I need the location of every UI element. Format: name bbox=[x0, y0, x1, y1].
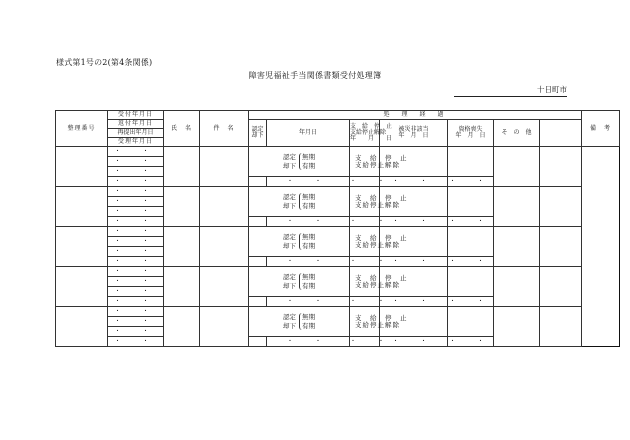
term-bracket bbox=[299, 153, 315, 169]
shikaku-cell[interactable] bbox=[448, 187, 494, 217]
matter-cell[interactable] bbox=[200, 147, 249, 187]
decision-blank bbox=[249, 297, 267, 307]
shikyu-cell[interactable] bbox=[350, 227, 408, 257]
number-cell[interactable] bbox=[56, 267, 108, 307]
date-cell[interactable]: ・ ・ bbox=[108, 217, 164, 227]
number-cell[interactable] bbox=[56, 227, 108, 267]
header-date-received: 受付年月日 bbox=[108, 111, 164, 120]
kettei-label bbox=[283, 153, 296, 169]
date-cell[interactable]: ・ ・ bbox=[108, 297, 164, 307]
kettei-1: 認定 bbox=[283, 273, 296, 282]
kettei-1: 認定 bbox=[283, 153, 296, 162]
header-shikaku bbox=[448, 120, 494, 147]
header-date-returned: 返付年月日 bbox=[108, 120, 164, 129]
decision-blank bbox=[249, 177, 267, 187]
shikaku-cell[interactable] bbox=[448, 267, 494, 297]
term-bracket bbox=[299, 193, 315, 209]
hisai-date[interactable]: ・ ・ bbox=[380, 297, 448, 307]
header-kettei-1: 認定 bbox=[251, 126, 264, 133]
date-cell[interactable]: ・ ・ bbox=[108, 227, 164, 237]
kettei-2: 却下 bbox=[283, 161, 296, 170]
register-table bbox=[55, 110, 620, 347]
other-cell[interactable] bbox=[494, 267, 540, 307]
term-2: 有期 bbox=[302, 161, 315, 170]
term-1: 無期 bbox=[302, 313, 315, 322]
term-1: 無期 bbox=[302, 153, 315, 162]
date-cell[interactable]: ・ ・ bbox=[108, 167, 164, 177]
date-cell[interactable]: ・ ・ bbox=[108, 287, 164, 297]
name-cell[interactable] bbox=[164, 147, 200, 187]
kettei-label bbox=[283, 313, 296, 329]
hisai-date[interactable]: ・ ・ bbox=[380, 257, 448, 267]
header-date-accepted: 受理年月日 bbox=[108, 138, 164, 147]
shikyu-2: 支給停止解除 bbox=[355, 280, 400, 289]
header-kettei bbox=[249, 120, 267, 147]
shikaku-cell[interactable] bbox=[448, 227, 494, 257]
decision-blank bbox=[249, 217, 267, 227]
header-remarks: 備 考 bbox=[582, 111, 620, 147]
shikyu-2: 支給停止解除 bbox=[355, 320, 400, 329]
term-1: 無期 bbox=[302, 193, 315, 202]
decision-date[interactable]: ・ ・ bbox=[267, 337, 350, 347]
term-2: 有期 bbox=[302, 321, 315, 330]
decision-cell[interactable] bbox=[249, 187, 350, 217]
number-cell[interactable] bbox=[56, 307, 108, 347]
header-name: 氏 名 bbox=[164, 111, 200, 147]
shikaku-cell[interactable] bbox=[448, 147, 494, 177]
remarks-cell[interactable] bbox=[540, 187, 582, 227]
hisai-date[interactable]: ・ ・ bbox=[380, 217, 448, 227]
kettei-1: 認定 bbox=[283, 233, 296, 242]
other-cell[interactable] bbox=[494, 307, 540, 347]
decision-blank bbox=[249, 337, 267, 347]
date-cell[interactable]: ・ ・ bbox=[108, 147, 164, 157]
name-cell[interactable] bbox=[164, 187, 200, 227]
header-shikyu-2: 支給停止解除 bbox=[350, 129, 387, 136]
header-nengappi: 年月日 bbox=[267, 120, 350, 147]
kettei-label bbox=[283, 233, 296, 249]
decision-cell[interactable] bbox=[249, 267, 350, 297]
decision-cell[interactable] bbox=[249, 307, 350, 337]
decision-date[interactable]: ・ ・ bbox=[267, 257, 350, 267]
header-matter: 件 名 bbox=[200, 111, 249, 147]
decision-date[interactable]: ・ ・ bbox=[267, 297, 350, 307]
header-shikyu-3: 年 月 日 bbox=[350, 135, 393, 142]
date-cell[interactable]: ・ ・ bbox=[108, 307, 164, 317]
matter-cell[interactable] bbox=[200, 187, 249, 227]
shikaku-cell[interactable] bbox=[448, 307, 494, 337]
table-row bbox=[56, 307, 620, 317]
decision-blank bbox=[249, 257, 267, 267]
shikyu-1: 支 給 停 止 bbox=[355, 154, 408, 162]
shikyu-cell[interactable] bbox=[350, 147, 408, 177]
remarks-cell[interactable] bbox=[540, 227, 582, 267]
kettei-2: 却下 bbox=[283, 201, 296, 210]
shikaku-date[interactable]: ・ ・ bbox=[449, 297, 492, 305]
shikaku-date[interactable]: ・ ・ bbox=[449, 257, 492, 265]
kettei-label bbox=[283, 273, 296, 289]
shikyu-date[interactable]: ・ ・ bbox=[350, 257, 393, 265]
term-2: 有期 bbox=[302, 241, 315, 250]
number-cell[interactable] bbox=[56, 147, 108, 187]
header-shikyu bbox=[350, 120, 393, 147]
date-cell[interactable]: ・ ・ bbox=[108, 247, 164, 257]
table-row bbox=[56, 227, 620, 237]
header-number: 整理番号 bbox=[56, 111, 108, 147]
header-hisai-2: 年 月 日 bbox=[398, 132, 429, 139]
decision-date[interactable]: ・ ・ bbox=[267, 217, 350, 227]
decision-cell[interactable] bbox=[249, 227, 350, 257]
date-cell[interactable]: ・ ・ bbox=[108, 237, 164, 247]
shikyu-2: 支給停止解除 bbox=[355, 200, 400, 209]
date-cell[interactable]: ・ ・ bbox=[108, 197, 164, 207]
shikyu-2: 支給停止解除 bbox=[355, 240, 400, 249]
date-cell[interactable]: ・ ・ bbox=[108, 267, 164, 277]
kettei-2: 却下 bbox=[283, 241, 296, 250]
term-bracket bbox=[299, 313, 315, 329]
term-bracket bbox=[299, 273, 315, 289]
table-row bbox=[56, 187, 620, 197]
shikyu-date[interactable]: ・ ・ bbox=[350, 297, 393, 305]
shikyu-1: 支 給 停 止 bbox=[355, 274, 408, 282]
table-row bbox=[56, 267, 620, 277]
term-1: 無期 bbox=[302, 273, 315, 282]
date-cell[interactable]: ・ ・ bbox=[108, 327, 164, 337]
shikyu-date[interactable]: ・ ・ bbox=[350, 337, 393, 345]
header-shikaku-1: 資格喪失 bbox=[458, 126, 483, 133]
matter-cell[interactable] bbox=[200, 227, 249, 267]
date-cell[interactable]: ・ ・ bbox=[108, 317, 164, 327]
shikyu-date[interactable]: ・ ・ bbox=[350, 177, 393, 185]
other-cell[interactable] bbox=[494, 147, 540, 187]
hisai-date[interactable]: ・ ・ bbox=[380, 337, 448, 347]
matter-cell[interactable] bbox=[200, 307, 249, 347]
decision-cell[interactable] bbox=[249, 147, 350, 177]
matter-cell[interactable] bbox=[200, 267, 249, 307]
form-label: 様式第1号の2(第4条関係) bbox=[56, 58, 153, 67]
kettei-2: 却下 bbox=[283, 321, 296, 330]
date-cell[interactable]: ・ ・ bbox=[108, 337, 164, 347]
other-cell[interactable] bbox=[494, 187, 540, 227]
kettei-label bbox=[283, 193, 296, 209]
shikaku-date[interactable]: ・ ・ bbox=[449, 217, 492, 225]
shikyu-2: 支給停止解除 bbox=[355, 160, 400, 169]
number-cell[interactable] bbox=[56, 187, 108, 227]
header-shikaku-2: 年 月 日 bbox=[455, 132, 486, 139]
date-cell[interactable]: ・ ・ bbox=[108, 157, 164, 167]
hisai-date[interactable]: ・ ・ bbox=[380, 177, 448, 187]
date-cell[interactable]: ・ ・ bbox=[108, 187, 164, 197]
header-other: そ の 他 bbox=[494, 120, 540, 147]
shikaku-date[interactable]: ・ ・ bbox=[449, 337, 492, 345]
shikyu-date[interactable]: ・ ・ bbox=[350, 217, 393, 225]
decision-date[interactable]: ・ ・ bbox=[267, 177, 350, 187]
date-cell[interactable]: ・ ・ bbox=[108, 177, 164, 187]
other-cell[interactable] bbox=[494, 227, 540, 267]
shikyu-cell[interactable] bbox=[350, 267, 408, 297]
date-cell[interactable]: ・ ・ bbox=[108, 277, 164, 287]
kettei-1: 認定 bbox=[283, 313, 296, 322]
shikyu-1: 支 給 停 止 bbox=[355, 194, 408, 202]
remarks-cell[interactable] bbox=[540, 147, 582, 187]
name-cell[interactable] bbox=[164, 307, 200, 347]
city-name: 十日町市 bbox=[454, 84, 567, 97]
header-shikyu-1: 支 給 停 止 bbox=[350, 123, 393, 130]
term-2: 有期 bbox=[302, 201, 315, 210]
remarks-cell[interactable] bbox=[540, 267, 582, 307]
name-cell[interactable] bbox=[164, 267, 200, 307]
remarks-cell[interactable] bbox=[540, 307, 582, 347]
shikyu-cell[interactable] bbox=[350, 307, 408, 337]
shikaku-date[interactable]: ・ ・ bbox=[449, 177, 492, 185]
header-hisai-1: 被災非該当 bbox=[398, 126, 429, 133]
shikyu-cell[interactable] bbox=[350, 187, 408, 217]
shikyu-1: 支 給 停 止 bbox=[355, 234, 408, 242]
shikyu-1: 支 給 停 止 bbox=[355, 314, 408, 322]
header-date-resubmitted: 再提出年月日 bbox=[108, 129, 164, 138]
header-process-group: 処 理 経 過 bbox=[249, 111, 582, 120]
kettei-1: 認定 bbox=[283, 193, 296, 202]
table-row bbox=[56, 147, 620, 157]
date-cell[interactable]: ・ ・ bbox=[108, 207, 164, 217]
name-cell[interactable] bbox=[164, 227, 200, 267]
page-title: 障害児福祉手当関係書類受付処理簿 bbox=[248, 71, 382, 80]
date-cell[interactable]: ・ ・ bbox=[108, 257, 164, 267]
header-kettei-2: 却下 bbox=[251, 132, 264, 139]
term-2: 有期 bbox=[302, 281, 315, 290]
term-1: 無期 bbox=[302, 233, 315, 242]
term-bracket bbox=[299, 233, 315, 249]
kettei-2: 却下 bbox=[283, 281, 296, 290]
